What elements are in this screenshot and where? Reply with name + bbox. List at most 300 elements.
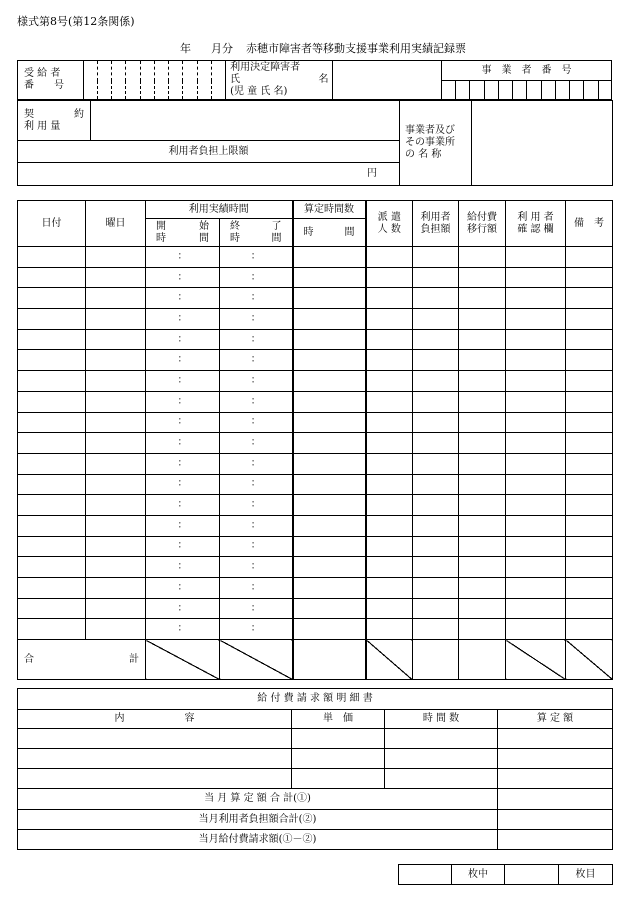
record-confirm-cell[interactable] [506, 391, 566, 412]
record-benefit-cell[interactable] [459, 474, 506, 495]
record-remarks-cell[interactable] [566, 515, 613, 536]
burden-limit-label: 利用者負担上限額 [18, 141, 400, 163]
business-digit[interactable] [470, 81, 484, 100]
record-start-cell[interactable] [146, 309, 220, 330]
record-weekday-cell[interactable] [86, 412, 146, 433]
business-digit[interactable] [584, 81, 598, 100]
record-end-cell[interactable] [220, 557, 293, 578]
time-colon: ： [177, 333, 188, 345]
record-dispatch-cell[interactable] [366, 619, 413, 640]
record-confirm-cell[interactable] [506, 557, 566, 578]
record-date-cell[interactable] [18, 433, 86, 454]
recipient-digit[interactable] [126, 61, 140, 100]
record-benefit-cell[interactable] [459, 578, 506, 599]
record-benefit-cell[interactable] [459, 495, 506, 516]
claim-total-calc-value[interactable] [498, 789, 613, 810]
record-benefit-cell[interactable] [459, 267, 506, 288]
contract-amount-field[interactable] [91, 101, 400, 141]
record-benefit-cell[interactable] [459, 350, 506, 371]
records-total-row [18, 640, 613, 680]
record-row [18, 598, 613, 619]
recipient-number-label: 受 給 者 番 号 [18, 61, 84, 100]
recipient-digit[interactable] [169, 61, 183, 100]
record-confirm-cell[interactable] [506, 267, 566, 288]
record-confirm-cell[interactable] [506, 412, 566, 433]
record-confirm-cell[interactable] [506, 247, 566, 268]
claim-cell[interactable] [18, 729, 292, 749]
record-end-cell[interactable] [220, 515, 293, 536]
record-end-cell[interactable] [220, 578, 293, 599]
record-row [18, 495, 613, 516]
title-month: 月分 [211, 42, 233, 55]
record-benefit-cell[interactable] [459, 598, 506, 619]
record-dispatch-cell[interactable] [366, 598, 413, 619]
header-table [17, 60, 612, 100]
claim-cell[interactable] [498, 769, 613, 789]
record-start-cell[interactable] [146, 267, 220, 288]
record-date-cell[interactable] [18, 267, 86, 288]
record-burden-cell[interactable] [413, 329, 459, 350]
time-colon: ： [177, 623, 188, 635]
record-burden-cell[interactable] [413, 598, 459, 619]
record-end-cell[interactable] [220, 391, 293, 412]
record-start-cell[interactable] [146, 474, 220, 495]
col-calc-time: 時 間 [293, 219, 366, 247]
record-confirm-cell[interactable] [506, 515, 566, 536]
record-weekday-cell[interactable] [86, 371, 146, 392]
record-burden-cell[interactable] [413, 536, 459, 557]
record-row [18, 391, 613, 412]
business-digit[interactable] [441, 81, 455, 100]
record-end-cell[interactable] [220, 247, 293, 268]
record-start-cell[interactable] [146, 350, 220, 371]
record-date-cell[interactable] [18, 350, 86, 371]
claim-cell[interactable] [498, 729, 613, 749]
time-colon: ： [177, 478, 188, 490]
total-sheets-field[interactable] [399, 865, 452, 885]
record-confirm-cell[interactable] [506, 350, 566, 371]
business-digit[interactable] [541, 81, 555, 100]
record-confirm-cell[interactable] [506, 578, 566, 599]
time-colon: ： [177, 602, 188, 614]
contract-table [17, 100, 613, 186]
record-end-cell[interactable] [220, 598, 293, 619]
record-row [18, 412, 613, 433]
record-date-cell[interactable] [18, 329, 86, 350]
record-confirm-cell[interactable] [506, 309, 566, 330]
record-burden-cell[interactable] [413, 391, 459, 412]
claim-cell[interactable] [385, 749, 498, 769]
claim-total-calc: 当 月 算 定 額 合 計(①) [18, 789, 498, 810]
record-calc-cell[interactable] [293, 536, 366, 557]
record-end-cell[interactable] [220, 371, 293, 392]
record-calc-cell[interactable] [293, 350, 366, 371]
record-burden-cell[interactable] [413, 309, 459, 330]
record-start-cell[interactable] [146, 619, 220, 640]
record-start-cell[interactable] [146, 329, 220, 350]
record-calc-cell[interactable] [293, 391, 366, 412]
record-weekday-cell[interactable] [86, 288, 146, 309]
time-colon: ： [177, 292, 188, 304]
claim-cell[interactable] [18, 749, 292, 769]
record-benefit-cell[interactable] [459, 433, 506, 454]
record-calc-cell[interactable] [293, 474, 366, 495]
total-remarks-slash [566, 640, 613, 680]
record-remarks-cell[interactable] [566, 371, 613, 392]
record-date-cell[interactable] [18, 391, 86, 412]
recipient-digit[interactable] [112, 61, 126, 100]
record-start-cell[interactable] [146, 598, 220, 619]
record-calc-cell[interactable] [293, 619, 366, 640]
record-calc-cell[interactable] [293, 453, 366, 474]
record-confirm-cell[interactable] [506, 536, 566, 557]
record-confirm-cell[interactable] [506, 495, 566, 516]
record-dispatch-cell[interactable] [366, 247, 413, 268]
record-start-cell[interactable] [146, 495, 220, 516]
record-weekday-cell[interactable] [86, 453, 146, 474]
record-remarks-cell[interactable] [566, 329, 613, 350]
recipient-digit[interactable] [83, 61, 97, 100]
record-confirm-cell[interactable] [506, 598, 566, 619]
record-date-cell[interactable] [18, 515, 86, 536]
record-burden-cell[interactable] [413, 247, 459, 268]
record-confirm-cell[interactable] [506, 619, 566, 640]
record-weekday-cell[interactable] [86, 309, 146, 330]
records-body [17, 246, 613, 680]
record-dispatch-cell[interactable] [366, 495, 413, 516]
record-confirm-cell[interactable] [506, 288, 566, 309]
time-colon: ： [250, 623, 261, 635]
time-colon: ： [177, 271, 188, 283]
record-end-cell[interactable] [220, 412, 293, 433]
record-weekday-cell[interactable] [86, 474, 146, 495]
record-start-cell[interactable] [146, 412, 220, 433]
record-dispatch-cell[interactable] [366, 309, 413, 330]
record-weekday-cell[interactable] [86, 391, 146, 412]
time-colon: ： [177, 437, 188, 449]
record-burden-cell[interactable] [413, 433, 459, 454]
claim-cell[interactable] [385, 769, 498, 789]
col-calc-hours: 算定時間数 [293, 201, 366, 219]
record-dispatch-cell[interactable] [366, 474, 413, 495]
record-dispatch-cell[interactable] [366, 350, 413, 371]
record-remarks-cell[interactable] [566, 619, 613, 640]
record-calc-cell[interactable] [293, 495, 366, 516]
record-dispatch-cell[interactable] [366, 453, 413, 474]
record-start-cell[interactable] [146, 371, 220, 392]
record-benefit-cell[interactable] [459, 515, 506, 536]
record-end-cell[interactable] [220, 329, 293, 350]
time-colon: ： [250, 581, 261, 593]
record-weekday-cell[interactable] [86, 515, 146, 536]
col-actual-time: 利用実績時間 [146, 201, 293, 219]
record-remarks-cell[interactable] [566, 557, 613, 578]
provider-name-field[interactable] [472, 101, 613, 186]
record-burden-cell[interactable] [413, 267, 459, 288]
record-benefit-cell[interactable] [459, 536, 506, 557]
claim-col-content: 内 容 [18, 710, 292, 729]
record-calc-cell[interactable] [293, 557, 366, 578]
record-calc-cell[interactable] [293, 309, 366, 330]
record-row [18, 350, 613, 371]
record-date-cell[interactable] [18, 557, 86, 578]
record-end-cell[interactable] [220, 288, 293, 309]
time-colon: ： [250, 292, 261, 304]
sheet-number-field[interactable] [505, 865, 559, 885]
record-burden-cell[interactable] [413, 578, 459, 599]
record-date-cell[interactable] [18, 412, 86, 433]
record-row [18, 578, 613, 599]
record-benefit-cell[interactable] [459, 619, 506, 640]
record-date-cell[interactable] [18, 619, 86, 640]
record-benefit-cell[interactable] [459, 371, 506, 392]
record-benefit-cell[interactable] [459, 453, 506, 474]
claim-cell[interactable] [18, 769, 292, 789]
record-start-cell[interactable] [146, 515, 220, 536]
claim-cell[interactable] [292, 729, 385, 749]
record-end-cell[interactable] [220, 433, 293, 454]
record-date-cell[interactable] [18, 453, 86, 474]
record-benefit-cell[interactable] [459, 288, 506, 309]
record-calc-cell[interactable] [293, 412, 366, 433]
record-burden-cell[interactable] [413, 288, 459, 309]
record-date-cell[interactable] [18, 495, 86, 516]
record-burden-cell[interactable] [413, 619, 459, 640]
recipient-digit[interactable] [97, 61, 111, 100]
business-digit[interactable] [513, 81, 527, 100]
record-dispatch-cell[interactable] [366, 288, 413, 309]
record-row [18, 288, 613, 309]
record-burden-cell[interactable] [413, 495, 459, 516]
record-end-cell[interactable] [220, 619, 293, 640]
record-dispatch-cell[interactable] [366, 391, 413, 412]
record-date-cell[interactable] [18, 371, 86, 392]
col-date: 日付 [18, 201, 86, 247]
record-end-cell[interactable] [220, 267, 293, 288]
record-dispatch-cell[interactable] [366, 536, 413, 557]
business-digit[interactable] [527, 81, 541, 100]
record-dispatch-cell[interactable] [366, 578, 413, 599]
time-colon: ： [177, 457, 188, 469]
record-row [18, 329, 613, 350]
claim-cell[interactable] [292, 769, 385, 789]
record-calc-cell[interactable] [293, 598, 366, 619]
record-benefit-cell[interactable] [459, 309, 506, 330]
col-dispatch: 派 遣 人 数 [366, 201, 413, 247]
record-confirm-cell[interactable] [506, 371, 566, 392]
record-remarks-cell[interactable] [566, 350, 613, 371]
record-benefit-cell[interactable] [459, 247, 506, 268]
time-colon: ： [250, 519, 261, 531]
time-colon: ： [177, 374, 188, 386]
record-confirm-cell[interactable] [506, 433, 566, 454]
recipient-digit[interactable] [154, 61, 168, 100]
record-start-cell[interactable] [146, 557, 220, 578]
record-dispatch-cell[interactable] [366, 267, 413, 288]
record-confirm-cell[interactable] [506, 453, 566, 474]
col-benefit: 給付費 移行額 [459, 201, 506, 247]
record-end-cell[interactable] [220, 453, 293, 474]
record-start-cell[interactable] [146, 536, 220, 557]
record-remarks-cell[interactable] [566, 412, 613, 433]
provider-name-label: 事業者及び その事業所 の 名 称 [400, 101, 472, 186]
record-burden-cell[interactable] [413, 453, 459, 474]
col-end-time: 終 了 時 間 [220, 219, 293, 247]
record-date-cell[interactable] [18, 598, 86, 619]
record-remarks-cell[interactable] [566, 536, 613, 557]
record-row [18, 267, 613, 288]
record-weekday-cell[interactable] [86, 433, 146, 454]
record-calc-cell[interactable] [293, 288, 366, 309]
record-benefit-cell[interactable] [459, 329, 506, 350]
record-end-cell[interactable] [220, 495, 293, 516]
record-benefit-cell[interactable] [459, 412, 506, 433]
record-date-cell[interactable] [18, 288, 86, 309]
record-remarks-cell[interactable] [566, 391, 613, 412]
record-calc-cell[interactable] [293, 267, 366, 288]
record-dispatch-cell[interactable] [366, 412, 413, 433]
business-digit[interactable] [570, 81, 584, 100]
record-remarks-cell[interactable] [566, 578, 613, 599]
time-colon: ： [250, 416, 261, 428]
record-end-cell[interactable] [220, 350, 293, 371]
record-date-cell[interactable] [18, 578, 86, 599]
time-colon: ： [177, 416, 188, 428]
record-date-cell[interactable] [18, 536, 86, 557]
total-benefit[interactable] [459, 640, 506, 680]
record-remarks-cell[interactable] [566, 474, 613, 495]
record-row [18, 433, 613, 454]
record-end-cell[interactable] [220, 309, 293, 330]
record-start-cell[interactable] [146, 433, 220, 454]
time-colon: ： [250, 395, 261, 407]
record-start-cell[interactable] [146, 391, 220, 412]
contract-amount-label: 契 約 利 用 量 [18, 101, 91, 141]
record-weekday-cell[interactable] [86, 557, 146, 578]
time-colon: ： [177, 519, 188, 531]
record-date-cell[interactable] [18, 474, 86, 495]
record-burden-cell[interactable] [413, 515, 459, 536]
record-remarks-cell[interactable] [566, 495, 613, 516]
business-digit[interactable] [598, 81, 611, 100]
record-burden-cell[interactable] [413, 371, 459, 392]
time-colon: ： [250, 457, 261, 469]
record-weekday-cell[interactable] [86, 267, 146, 288]
record-end-cell[interactable] [220, 474, 293, 495]
record-calc-cell[interactable] [293, 329, 366, 350]
record-calc-cell[interactable] [293, 578, 366, 599]
total-confirm-slash [506, 640, 566, 680]
col-confirm: 利 用 者 確 認 欄 [506, 201, 566, 247]
record-end-cell[interactable] [220, 536, 293, 557]
record-calc-cell[interactable] [293, 247, 366, 268]
recipient-digit[interactable] [211, 61, 225, 100]
business-digit[interactable] [555, 81, 569, 100]
time-colon: ： [250, 354, 261, 366]
record-confirm-cell[interactable] [506, 329, 566, 350]
record-calc-cell[interactable] [293, 515, 366, 536]
claim-table [17, 688, 613, 850]
record-burden-cell[interactable] [413, 474, 459, 495]
recipient-digit[interactable] [197, 61, 211, 100]
total-end-slash [220, 640, 293, 680]
person-name-field[interactable] [333, 61, 441, 100]
record-benefit-cell[interactable] [459, 557, 506, 578]
record-burden-cell[interactable] [413, 350, 459, 371]
record-calc-cell[interactable] [293, 371, 366, 392]
record-date-cell[interactable] [18, 309, 86, 330]
record-burden-cell[interactable] [413, 557, 459, 578]
record-weekday-cell[interactable] [86, 350, 146, 371]
record-dispatch-cell[interactable] [366, 329, 413, 350]
time-colon: ： [177, 581, 188, 593]
record-remarks-cell[interactable] [566, 267, 613, 288]
burden-limit-field[interactable] [18, 163, 400, 186]
record-dispatch-cell[interactable] [366, 515, 413, 536]
record-weekday-cell[interactable] [86, 598, 146, 619]
business-digit[interactable] [456, 81, 470, 100]
record-start-cell[interactable] [146, 578, 220, 599]
total-calc-time[interactable] [293, 640, 366, 680]
record-rows [18, 247, 613, 640]
business-digit[interactable] [498, 81, 512, 100]
record-remarks-cell[interactable] [566, 288, 613, 309]
record-dispatch-cell[interactable] [366, 433, 413, 454]
time-colon: ： [250, 561, 261, 573]
total-start-slash [146, 640, 220, 680]
record-start-cell[interactable] [146, 288, 220, 309]
claim-total-burden-value[interactable] [498, 810, 613, 830]
claim-cell[interactable] [385, 729, 498, 749]
record-weekday-cell[interactable] [86, 247, 146, 268]
record-weekday-cell[interactable] [86, 495, 146, 516]
record-start-cell[interactable] [146, 453, 220, 474]
record-calc-cell[interactable] [293, 433, 366, 454]
record-dispatch-cell[interactable] [366, 557, 413, 578]
total-burden[interactable] [413, 640, 459, 680]
col-burden: 利用者 負担額 [413, 201, 459, 247]
record-weekday-cell[interactable] [86, 619, 146, 640]
time-colon: ： [177, 250, 188, 262]
time-colon: ： [177, 499, 188, 511]
record-remarks-cell[interactable] [566, 433, 613, 454]
time-colon: ： [177, 561, 188, 573]
record-confirm-cell[interactable] [506, 474, 566, 495]
recipient-digit[interactable] [140, 61, 154, 100]
record-weekday-cell[interactable] [86, 329, 146, 350]
sheet-number-label: 枚目 [559, 865, 613, 885]
claim-total-billing-value[interactable] [498, 830, 613, 850]
record-remarks-cell[interactable] [566, 598, 613, 619]
record-benefit-cell[interactable] [459, 391, 506, 412]
yen-unit: 円 [367, 168, 377, 179]
record-remarks-cell[interactable] [566, 453, 613, 474]
claim-cell[interactable] [498, 749, 613, 769]
business-digit[interactable] [484, 81, 498, 100]
record-remarks-cell[interactable] [566, 247, 613, 268]
recipient-digit[interactable] [183, 61, 197, 100]
record-remarks-cell[interactable] [566, 309, 613, 330]
record-dispatch-cell[interactable] [366, 371, 413, 392]
record-weekday-cell[interactable] [86, 578, 146, 599]
record-start-cell[interactable] [146, 247, 220, 268]
record-row [18, 453, 613, 474]
record-burden-cell[interactable] [413, 412, 459, 433]
record-weekday-cell[interactable] [86, 536, 146, 557]
record-date-cell[interactable] [18, 247, 86, 268]
time-colon: ： [177, 395, 188, 407]
claim-cell[interactable] [292, 749, 385, 769]
